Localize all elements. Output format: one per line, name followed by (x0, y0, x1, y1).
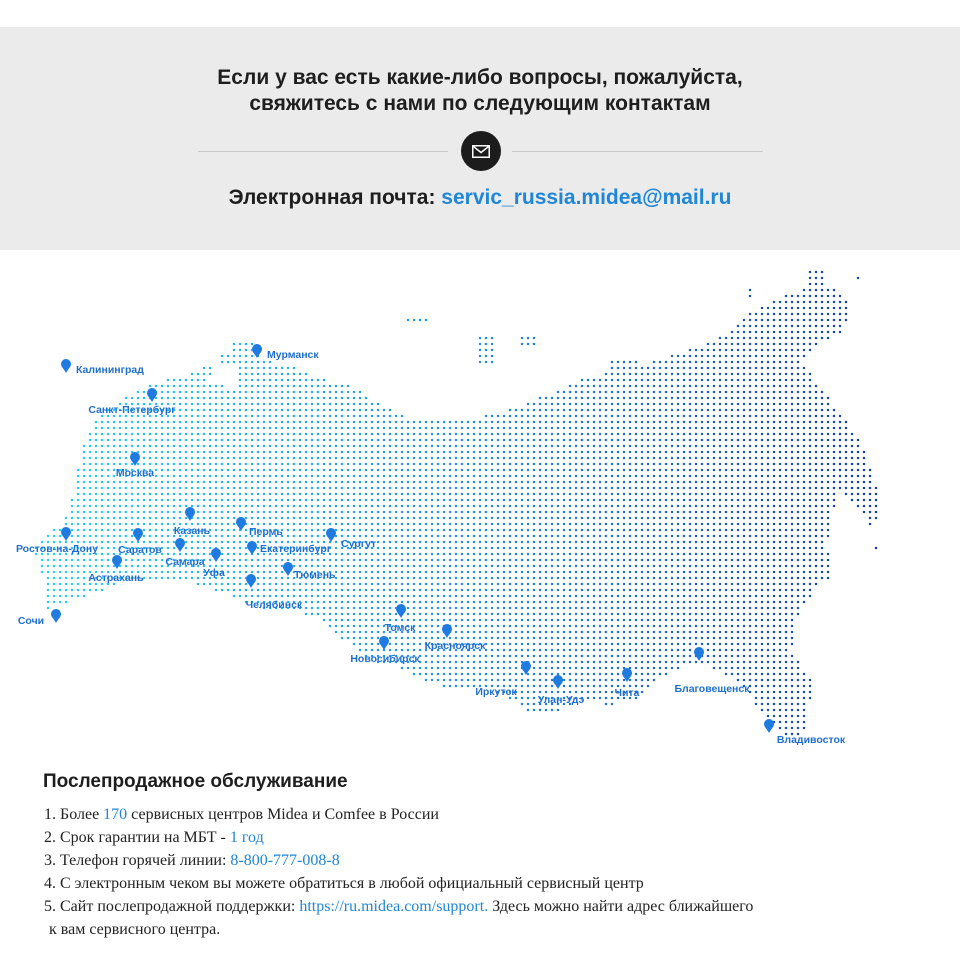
map-pin-icon (283, 562, 293, 576)
service-item-5 (44, 895, 924, 918)
map-pin-icon (396, 604, 406, 618)
map-pin-icon (694, 647, 704, 661)
city-marker (16, 527, 98, 555)
city-marker (247, 541, 332, 555)
city-marker (236, 517, 283, 538)
russia-service-map (0, 250, 960, 760)
city-label: Мурманск (267, 349, 319, 361)
email-line (0, 185, 960, 211)
city-label: Красноярск (424, 640, 486, 652)
city-markers (16, 344, 846, 746)
map-pin-icon (553, 675, 563, 689)
map-pin-icon (175, 538, 185, 552)
divider-right (512, 151, 763, 152)
service-item-5-continuation: к вам сервисного центра. (49, 921, 221, 938)
service-item-1 (44, 803, 924, 826)
city-label: Челябинск (245, 599, 303, 611)
city-label: Сочи (17, 615, 45, 627)
map-pin-icon (147, 388, 157, 402)
map-pin-icon (246, 574, 256, 588)
contact-heading-line2: свяжитесь с нами по следующим контактам (249, 92, 711, 115)
city-label: Новосибирск (350, 653, 420, 665)
service-item-1-suffix: сервисных центров Midea и Comfee в России (127, 806, 439, 823)
service-center-count: 170 (103, 806, 128, 823)
divider-left (198, 151, 448, 152)
service-item-4: 4. С электронным чеком вы можете обратиться в любой официальный сервисный центр (44, 875, 644, 892)
map-pin-icon (326, 528, 336, 542)
envelope-icon (461, 131, 501, 171)
service-title: Послепродажное обслуживание (43, 771, 348, 792)
map-pin-icon (211, 548, 221, 562)
city-label: Сургут (341, 538, 377, 550)
city-label: Томск (384, 622, 416, 634)
hotline-phone[interactable]: 8-800-777-008-8 (230, 852, 340, 869)
map-pin-icon (61, 359, 71, 373)
service-item-3-text: 3. Телефон горячей линии: (44, 852, 231, 869)
city-marker (538, 675, 585, 706)
map-pin-icon (764, 719, 774, 733)
map-dots (35, 271, 877, 735)
city-label: Уфа (203, 567, 225, 579)
city-marker (283, 562, 336, 581)
map-pin-icon (379, 636, 389, 650)
city-label: Тюмень (294, 569, 336, 581)
city-label: Иркутск (475, 686, 517, 698)
city-label: Благовещенск (674, 683, 750, 695)
city-label: Астрахань (88, 572, 144, 584)
city-label: Калининград (76, 364, 144, 376)
map-pin-icon (247, 541, 257, 555)
city-marker (615, 668, 640, 699)
warranty-period: 1 год (229, 829, 264, 846)
city-marker (116, 452, 154, 479)
map-pin-icon (133, 528, 143, 542)
service-item-5-text: 5. Сайт послепродажной поддержки: (44, 898, 300, 915)
service-item-1-text: 1. Более (44, 806, 104, 823)
city-label: Улан-Удэ (537, 694, 585, 706)
email-label: Электронная почта: (228, 186, 436, 209)
city-label: Ростов-на-Дону (15, 543, 99, 555)
city-label: Екатеринбург (260, 543, 332, 555)
city-label: Чита (614, 687, 640, 699)
city-label: Москва (115, 467, 155, 479)
service-item-2-text: 2. Срок гарантии на МБТ - (44, 829, 230, 846)
contact-section (0, 27, 960, 250)
map-pin-icon (51, 609, 61, 623)
service-item-2 (44, 826, 924, 849)
city-label: Владивосток (776, 734, 846, 746)
city-marker (61, 359, 144, 376)
contact-heading-line1: Если у вас есть какие-либо вопросы, пожалуйста, (217, 66, 743, 89)
service-item-3 (44, 849, 924, 872)
map-pin-icon (442, 624, 452, 638)
city-marker (203, 548, 225, 579)
email-link[interactable]: servic_russia.midea@mail.ru (441, 186, 732, 209)
city-marker (18, 609, 61, 627)
city-label: Саратов (118, 544, 162, 556)
city-label: Пермь (249, 526, 283, 538)
city-label: Казань (173, 525, 211, 537)
city-label: Самара (165, 556, 205, 568)
city-marker (675, 647, 751, 695)
service-list (44, 803, 924, 941)
map-pin-icon (61, 527, 71, 541)
city-marker (326, 528, 376, 550)
support-site-link[interactable]: https://ru.midea.com/support. (299, 898, 489, 915)
city-marker (252, 344, 319, 361)
map-pin-icon (236, 517, 246, 531)
map-pin-icon (252, 344, 262, 358)
contact-heading (0, 65, 960, 117)
city-label: Санкт-Петербург (88, 404, 176, 416)
service-item-5-suffix: Здесь можно найти адрес ближайшего (488, 898, 754, 915)
